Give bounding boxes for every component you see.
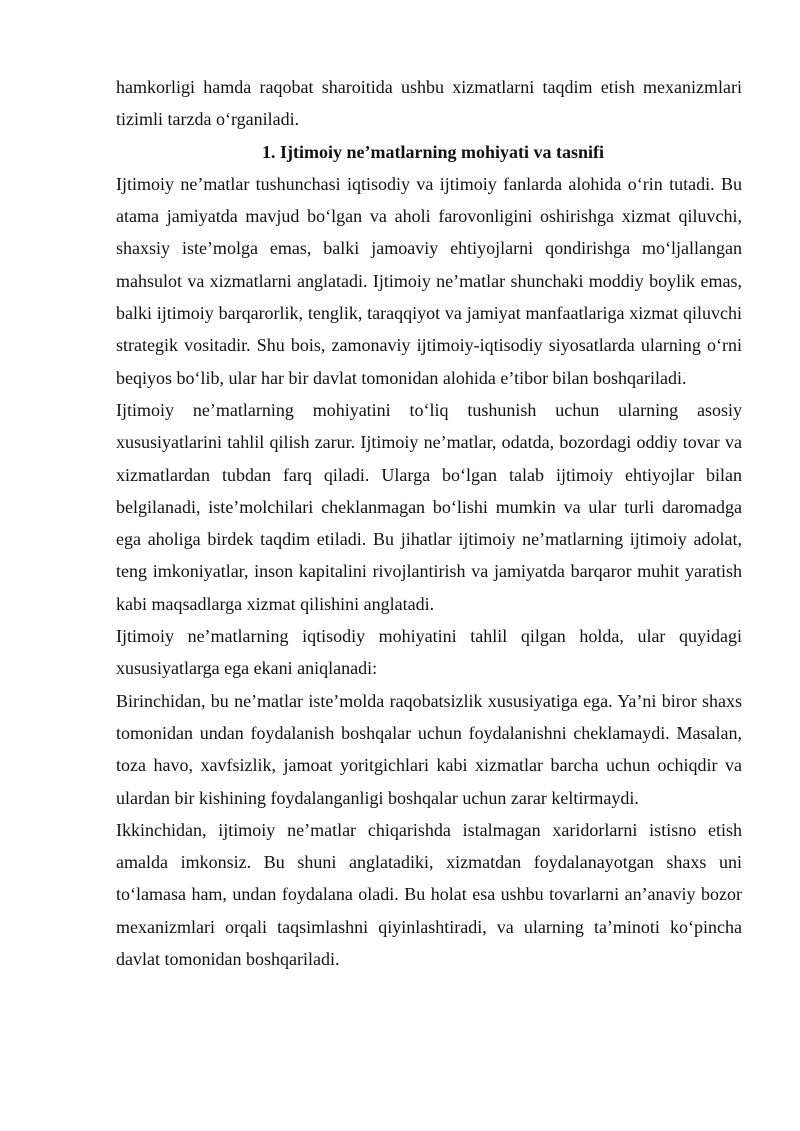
paragraph-economic-essence: Ijtimoiy ne’matlarning iqtisodiy mohiyatini tahlil qilgan holda, ular quyidagi xususiyatlarga ega ekani aniqlanadi: <box>116 626 742 679</box>
paragraph-definition: Ijtimoiy ne’matlar tushunchasi iqtisodiy va ijtimoiy fanlarda alohida o‘rin tutadi. Bu atama jamiyatda mavjud bo‘lgan va aholi farovonligini oshirishga xizmat qiluvchi, shaxsiy iste’molga emas, balki jamoaviy ehtiyojlarni qondirishga mo‘ljallangan mahsulot va xizmatlarni anglatadi. Ijtimoiy ne’matlar shunchaki moddiy boylik emas, balki ijtimoiy barqarorlik, tenglik, taraqqiyot va jamiyat manfaatlariga xizmat qiluvchi strategik vositadir. Shu bois, zamonaviy ijtimoiy-iqtisodiy siyosatlarda ularning o‘rni beqiyos bo‘lib, ular har bir davlat tomonidan alohida e’tibor bilan boshqariladi. <box>116 173 742 388</box>
intro-paragraph: hamkorligi hamda raqobat sharoitida ushbu xizmatlarni taqdim etish mexanizmlari tizimli tarzda o‘rganiladi. <box>116 77 742 130</box>
section-heading: 1. Ijtimoiy ne’matlarning mohiyati va tasnifi <box>262 141 604 162</box>
document-body <box>116 71 742 975</box>
paragraph-characteristics: Ijtimoiy ne’matlarning mohiyatini to‘liq tushunish uchun ularning asosiy xususiyatlarini tahlil qilish zarur. Ijtimoiy ne’matlar, odatda, bozordagi oddiy tovar va xizmatlardan tubdan farq qiladi. Ularga bo‘lgan talab ijtimoiy ehtiyojlar bilan belgilanadi, iste’molchilari cheklanmagan bo‘lishi mumkin va ular turli daromadga ega aholiga birdek taqdim etiladi. Bu jihatlar ijtimoiy ne’matlarning ijtimoiy adolat, teng imkoniyatlar, inson kapitalini rivojlantirish va jamiyatda barqaror muhit yaratish kabi maqsadlarga xizmat qilishini anglatadi. <box>116 399 742 614</box>
paragraph-first-property: Birinchidan, bu ne’matlar iste’molda raqobatsizlik xususiyatiga ega. Ya’ni biror shaxs tomonidan undan foydalanish boshqalar uchun foydalanishni cheklamaydi. Masalan, toza havo, xavfsizlik, jamoat yoritgichlari kabi xizmatlar barcha uchun ochiqdir va ulardan bir kishining foydalanganligi boshqalar uchun zarar keltirmaydi. <box>116 690 742 808</box>
paragraph-second-property: Ikkinchidan, ijtimoiy ne’matlar chiqarishda istalmagan xaridorlarni istisno etish amalda imkonsiz. Bu shuni anglatadiki, xizmatdan foydalanayotgan shaxs uni to‘lamasa ham, undan foydalana oladi. Bu holat esa ushbu tovarlarni an’anaviy bozor mexanizmlari orqali taqsimlashni qiyinlashtiradi, va ularning ta’minoti ko‘pincha davlat tomonidan boshqariladi. <box>116 819 742 970</box>
